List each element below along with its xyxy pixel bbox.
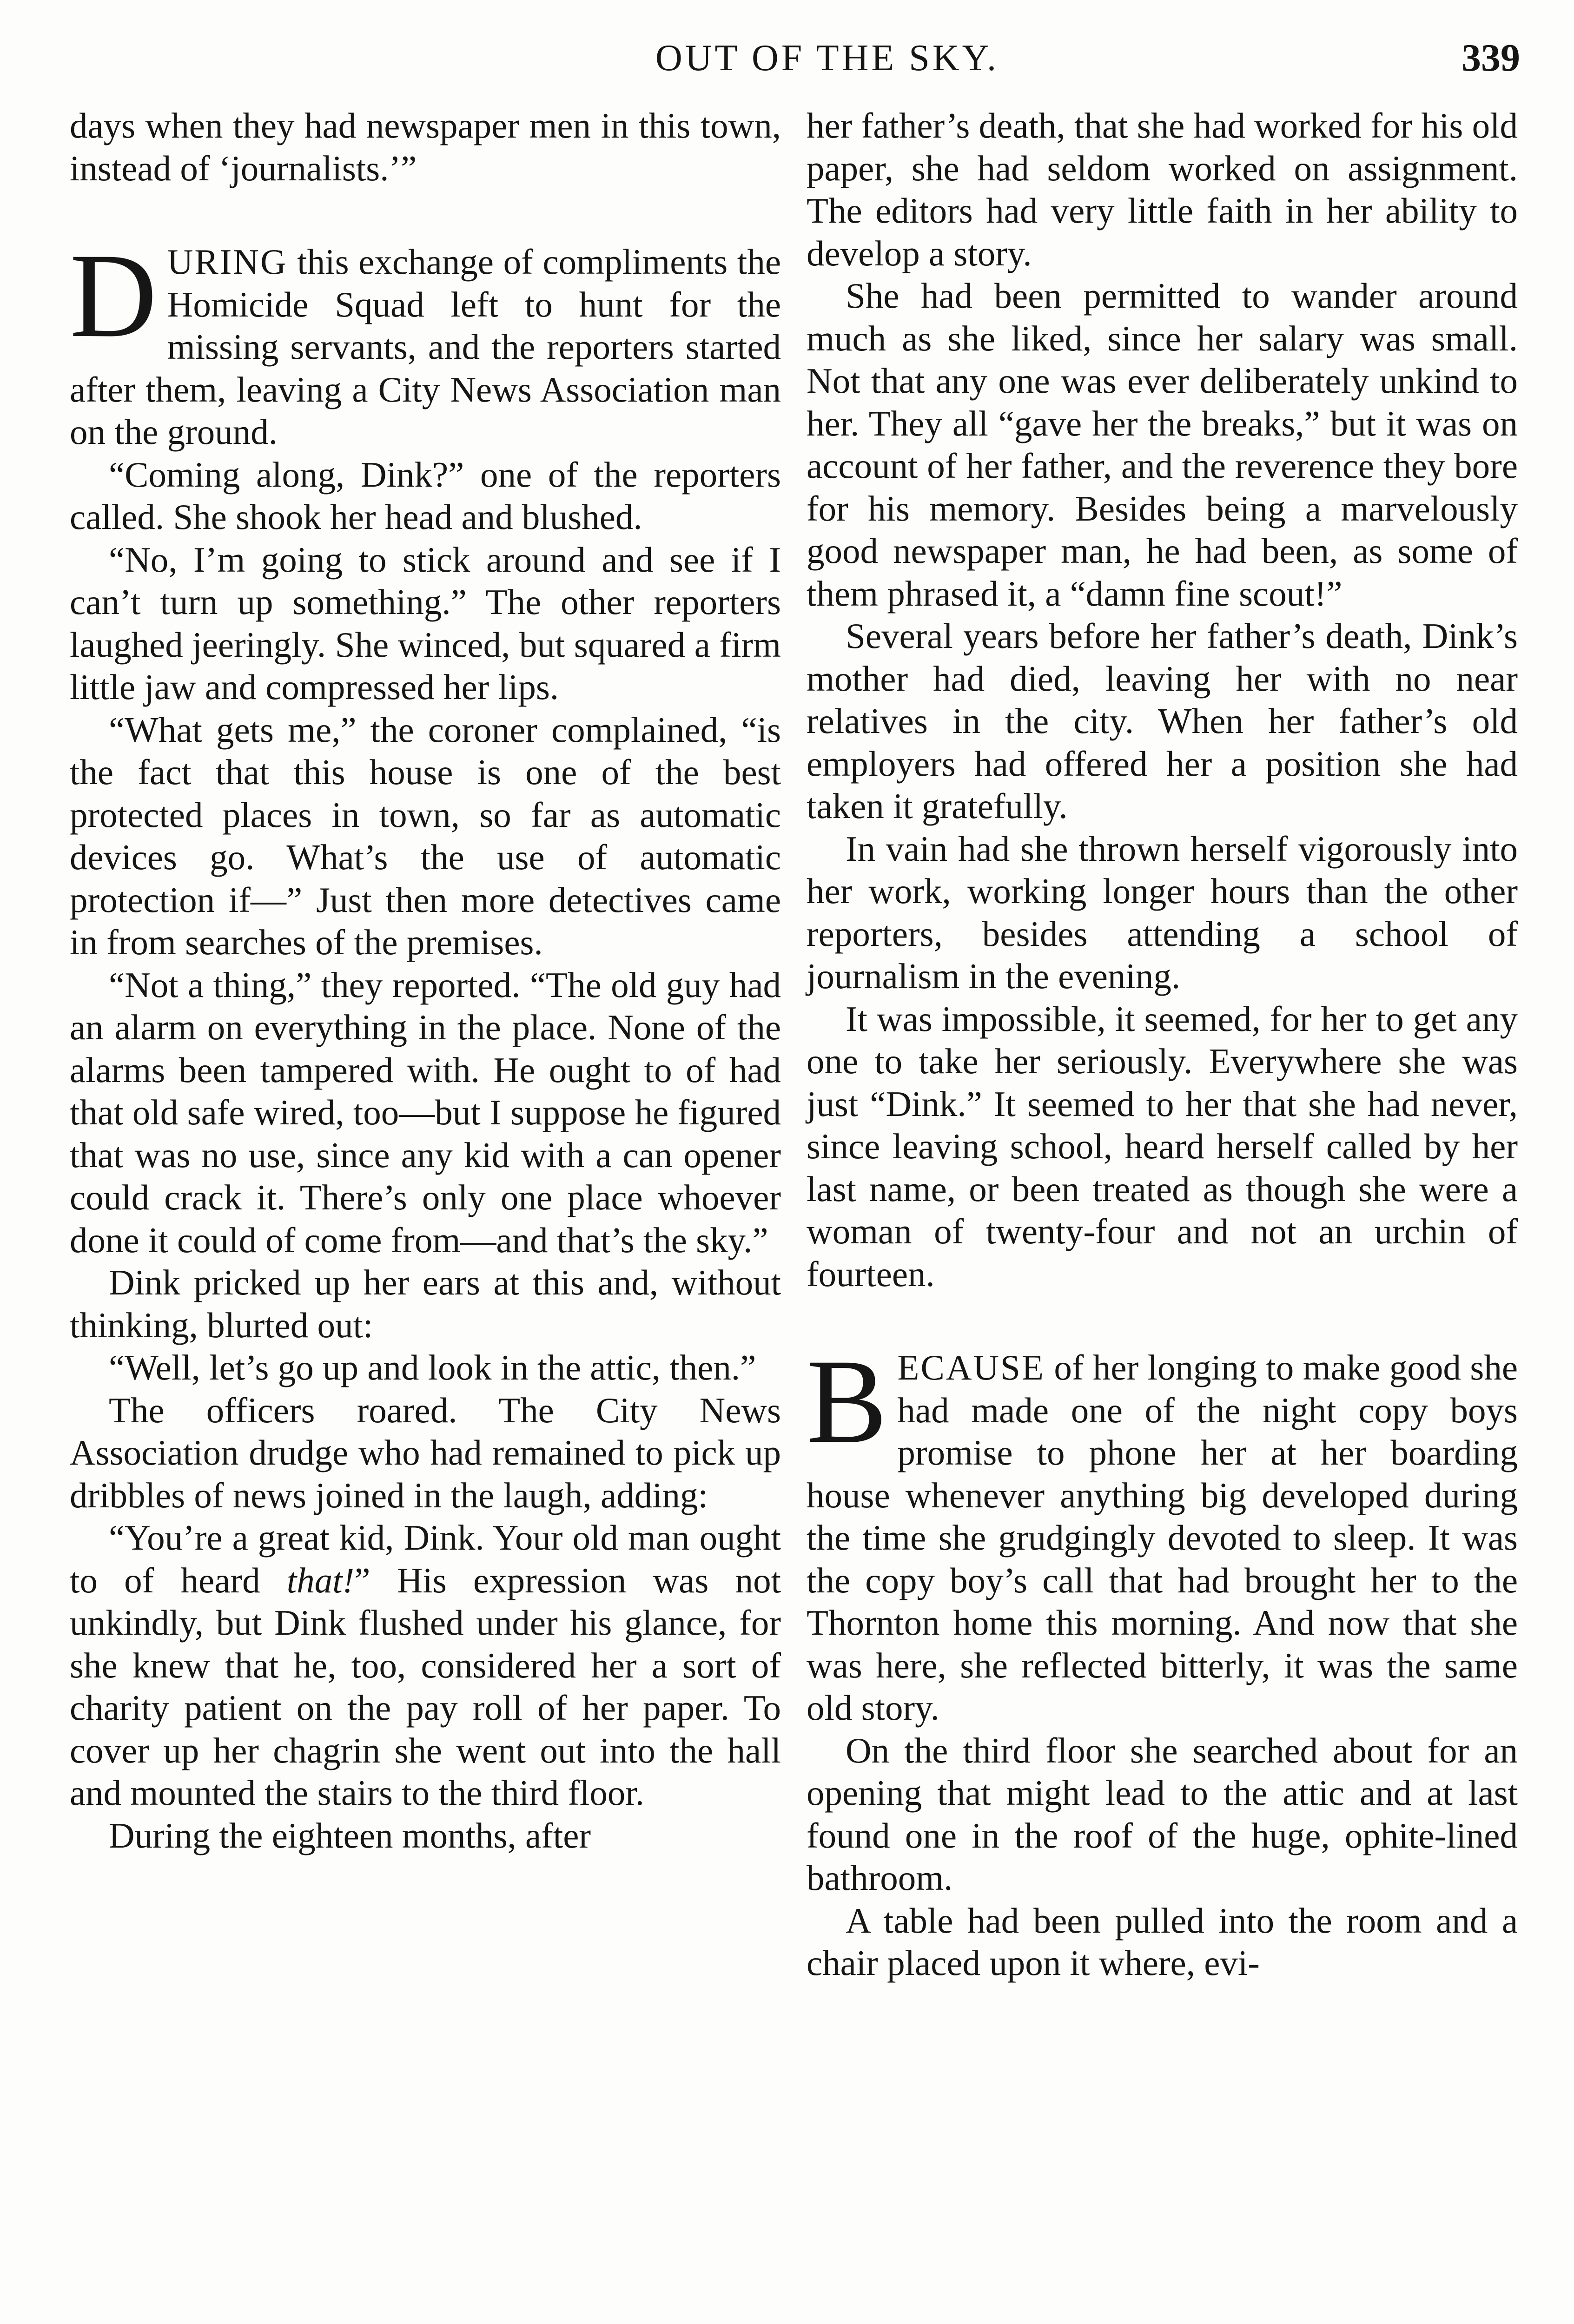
paragraph: her father’s death, that she had worked for his old paper, she had seldom worked on assignment. The editors had very little faith in her ability to develop a story. — [807, 106, 1518, 273]
paragraph-text: “You’re a great kid, Dink. Your old man ought to of heard — [70, 1518, 781, 1600]
paragraph-text: this exchange of compliments the Homicide Squad left to hunt for the missing servants, and the reporters started after them, leaving a City News Association man on the ground. — [70, 242, 781, 452]
section-paragraph — [807, 1334, 1518, 1730]
paragraph-text: of her longing to make good she had made one of the night copy boys promise to phone her at her boarding house whenever anything big developed during the time she grudgingly devoted to sleep. It was the copy boy’s call that had brought her to the Thornton home this morning. And now that she was here, she reflected bitterly, it was the same old story. — [807, 1347, 1518, 1728]
paragraph: “Well, let’s go up and look in the attic, then.” — [109, 1347, 756, 1387]
paragraph: “Coming along, Dink?” one of the reporters called. She shook her head and blushed. — [70, 454, 781, 537]
paragraph: During the eighteen months, after — [109, 1815, 591, 1855]
paragraph: She had been permitted to wander around much as she liked, since her salary was small. Not that any one was ever deliberately unkind to her. They all “gave her the breaks,” but it was on account of her father, and the reverence they bore for his memory. Besides being a marvelously good newspaper man, he had been, as some of them phrased it, a “damn fine scout!” — [807, 276, 1518, 614]
paragraph: On the third floor she searched about for an opening that might lead to the attic and at last found one in the roof of the huge, ophite-lined bathroom. — [807, 1730, 1518, 1898]
drop-cap: D — [70, 229, 157, 363]
running-head — [65, 33, 1520, 88]
paragraph: In vain had she thrown herself vigorously into her work, working longer hours than the other reporters, besides attending a school of journalism in the evening. — [807, 828, 1518, 996]
paragraph: “Not a thing,” they reported. “The old guy had an alarm on everything in the place. None of the alarms been tampered with. He ought to of had that old safe wired, too—but I suppose he figured that was no use, since any kid with a can opener could crack it. There’s only one place whoever done it could of come from—and that’s the sky.” — [70, 964, 781, 1260]
right-column — [807, 105, 1518, 1985]
paragraph: The officers roared. The City News Association drudge who had remained to pick up dribbles of news joined in the laugh, adding: — [70, 1390, 781, 1515]
paragraph: Several years before her father’s death, Dink’s mother had died, leaving her with no near relatives in the city. When her father’s old employers had offered her a position she had taken it gratefully. — [807, 616, 1518, 826]
paragraph — [70, 1517, 781, 1815]
paragraph-text: ” His expression was not unkindly, but Dink flushed under his glance, for she knew that he, too, considered her a sort of charity patient on the pay roll of her paper. To cover up her chagrin she went out into the hall and mounted the stairs to the third floor. — [70, 1560, 781, 1813]
drop-cap: B — [807, 1334, 887, 1468]
paragraph: Dink pricked up her ears at this and, without thinking, blurted out: — [70, 1262, 781, 1345]
paragraph: A table had been pulled into the room and a chair placed upon it where, evi- — [807, 1900, 1518, 1983]
left-column — [70, 105, 781, 1857]
paragraph: “No, I’m going to stick around and see if I can’t turn up something.” The other reporters laughed jeeringly. She winced, but squared a firm little jaw and compressed her lips. — [70, 539, 781, 707]
paragraph: days when they had newspaper men in this town, instead of ‘journalists.’” — [70, 106, 781, 188]
emphasis-text: that! — [286, 1560, 355, 1600]
small-caps-lead: URING — [167, 242, 288, 282]
small-caps-lead: ECAUSE — [897, 1347, 1045, 1387]
paragraph: It was impossible, it seemed, for her to get any one to take her seriously. Everywhere she was just “Dink.” It seemed to her that she had never, since leaving school, heard herself called by her last name, or been treated as though she were a woman of twenty-four and not an urchin of fourteen. — [807, 998, 1518, 1294]
paragraph: “What gets me,” the coroner complained, “is the fact that this house is one of the best protected places in town, so far as automatic devices go. What’s the use of automatic protection if—” Just then more detectives came in from searches of the premises. — [70, 709, 781, 962]
running-title: OUT OF THE SKY. — [655, 38, 999, 79]
page-number: 339 — [1462, 36, 1520, 79]
section-paragraph — [70, 229, 781, 454]
